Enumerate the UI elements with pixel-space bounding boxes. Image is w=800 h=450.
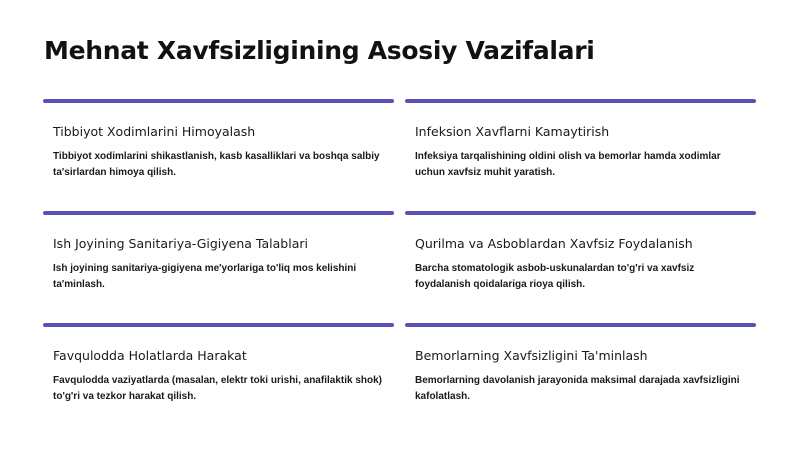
card-accent-bar	[405, 211, 756, 215]
card-2	[405, 99, 756, 199]
card-description: Favqulodda vaziyatlarda (masalan, elektr toki urishi, anafilaktik shok) to'g'ri va tezkor harakat qilish.	[53, 375, 382, 402]
card-accent-bar	[405, 99, 756, 103]
card-accent-bar	[405, 323, 756, 327]
card-description: Tibbiyot xodimlarini shikastlanish, kasb kasalliklari va boshqa salbiy ta'sirlardan himoya qilish.	[53, 151, 380, 178]
card-description: Bemorlarning davolanish jarayonida maksimal darajada xavfsizligini kafolatlash.	[415, 375, 740, 402]
card-accent-bar	[43, 211, 394, 215]
card-accent-bar	[43, 99, 394, 103]
slide-title: Mehnat Xavfsizligining Asosiy Vazifalari	[44, 36, 595, 65]
card-title: Favqulodda Holatlarda Harakat	[53, 348, 247, 363]
card-5	[43, 323, 394, 423]
card-accent-bar	[43, 323, 394, 327]
card-4	[405, 211, 756, 311]
card-title: Bemorlarning Xavfsizligini Ta'minlash	[415, 348, 648, 363]
card-3	[43, 211, 394, 311]
card-description: Infeksiya tarqalishining oldini olish va bemorlar hamda xodimlar uchun xavfsiz muhit yaratish.	[415, 151, 721, 178]
card-description: Barcha stomatologik asbob-uskunalardan to'g'ri va xavfsiz foydalanish qoidalariga rioya qilish.	[415, 263, 695, 290]
card-title: Ish Joyining Sanitariya-Gigiyena Talablari	[53, 236, 308, 251]
card-title: Qurilma va Asboblardan Xavfsiz Foydalanish	[415, 236, 693, 251]
card-description: Ish joyining sanitariya-gigiyena me'yorlariga to'liq mos kelishini ta'minlash.	[53, 263, 357, 290]
card-6	[405, 323, 756, 423]
card-title: Tibbiyot Xodimlarini Himoyalash	[53, 124, 256, 139]
card-1	[43, 99, 394, 199]
card-title: Infeksion Xavflarni Kamaytirish	[415, 124, 610, 139]
